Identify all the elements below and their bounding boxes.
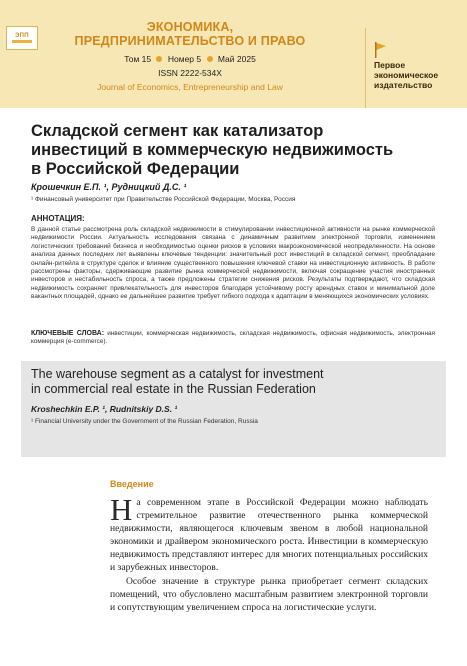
journal-title-en: Journal of Economics, Entrepreneurship and Law xyxy=(97,82,283,92)
publisher-line3: издательство xyxy=(374,80,433,90)
intro-body xyxy=(110,492,428,614)
intro-heading: Введение xyxy=(110,479,154,489)
logo-text: ЭПП xyxy=(15,33,29,39)
logo-bar xyxy=(12,40,32,43)
intro-paragraph-2: Особое значение в структуре рынка приобретает сегмент складских помещений, что обусловлено масштабным развитием электронной торговли и сопутствующим увеличением спроса на логистические услуги. xyxy=(110,576,428,613)
dropcap: Н xyxy=(110,492,133,527)
keywords xyxy=(31,330,435,347)
journal-title xyxy=(40,20,340,48)
abstract-text: В данной статье рассмотрена роль складской недвижимости в стимулировании инвестиционной активности на рынке коммерческой недвижимости России. Актуальность исследования связана с динамичным развитием электронной торговли, изменением логистических требований бизнеса и необходимостью оценки рисков в условиях макроэкономической неопределенности. На основе анализа данных последних лет выявлены ключевые тенденции: значительный рост инвестиций в складской сегмент, преобладание онлайн-ритейла в структуре сделок и влияние существенного повышения ключевой ставки на инвестиционную активность. В работе рассмотрены факторы, сдерживающие развитие рынка коммерческой недвижимости, включая сокращение участия иностранных инвесторов и нестабильность спроса, а также предложены стратегии снижения рисков. Результаты подтверждают, что складская недвижимость сохраняет привлекательность для инвесторов благодаря устойчивому росту арендных ставок и минимальной доле вакантных площадей, однако ее дальнейшее развитие требует гибкого подхода к адаптации в меняющихся экономических условиях. xyxy=(31,226,435,301)
publisher-line2: экономическое xyxy=(374,70,439,80)
intro-paragraph-1-text: а современном этапе в Российской Федерации можно наблюдать стремительное развитие отечественного рынка коммерческой недвижимости, являющегося ключевым звеном в любой национальной экономики и драйвером экономического роста. Инвестиции в коммерческую недвижимость представляют интерес для многих потенциальных российских и зарубежных инвесторов. xyxy=(110,497,428,573)
journal-logo xyxy=(6,26,38,50)
issn: ISSN 2222-534X xyxy=(158,68,222,78)
keywords-text: инвестиции, коммерческая недвижимость, складская недвижимость, офисная недвижимость, электронная коммерция (e-commerce). xyxy=(31,330,436,346)
intro-paragraph-1 xyxy=(110,492,428,574)
journal-title-line2: ПРЕДПРИНИМАТЕЛЬСТВО И ПРАВО xyxy=(74,34,306,48)
article-title xyxy=(31,122,451,179)
article-title-line1: Складской сегмент как катализатор xyxy=(31,122,324,140)
article-authors: Крошечкин Е.П. ¹, Рудницкий Д.С. ¹ xyxy=(31,182,187,192)
flag-icon xyxy=(375,42,387,58)
separator-dot xyxy=(156,56,162,62)
english-title-line2: in commercial real estate in the Russian Federation xyxy=(31,382,316,396)
issue-info xyxy=(40,54,340,64)
issue-date: Май 2025 xyxy=(217,54,256,64)
english-authors: Kroshechkin E.P. ¹, Rudnitskiy D.S. ¹ xyxy=(31,404,178,414)
journal-header xyxy=(0,0,467,108)
publisher-box xyxy=(365,28,466,108)
english-title-block xyxy=(21,361,446,457)
volume: Том 15 xyxy=(124,54,152,64)
english-title-line1: The warehouse segment as a catalyst for investment xyxy=(31,367,324,381)
english-title xyxy=(31,367,441,397)
article-title-line3: в Российской Федерации xyxy=(31,160,240,178)
journal-title-line1: ЭКОНОМИКА, xyxy=(146,20,234,34)
separator-dot xyxy=(207,56,213,62)
abstract-label: АННОТАЦИЯ: xyxy=(31,214,85,223)
english-affiliation: ¹ Financial University under the Government of the Russian Federation, Russia xyxy=(31,418,258,425)
publisher-line1: Первое xyxy=(374,60,406,70)
keywords-label: КЛЮЧЕВЫЕ СЛОВА: xyxy=(31,330,105,337)
publisher-name xyxy=(374,60,438,90)
issue-number: Номер 5 xyxy=(167,54,202,64)
article-affiliation: ¹ Финансовый университет при Правительстве Российской Федерации, Москва, Россия xyxy=(31,196,296,203)
article-title-line2: инвестиций в коммерческую недвижимость xyxy=(31,141,394,159)
